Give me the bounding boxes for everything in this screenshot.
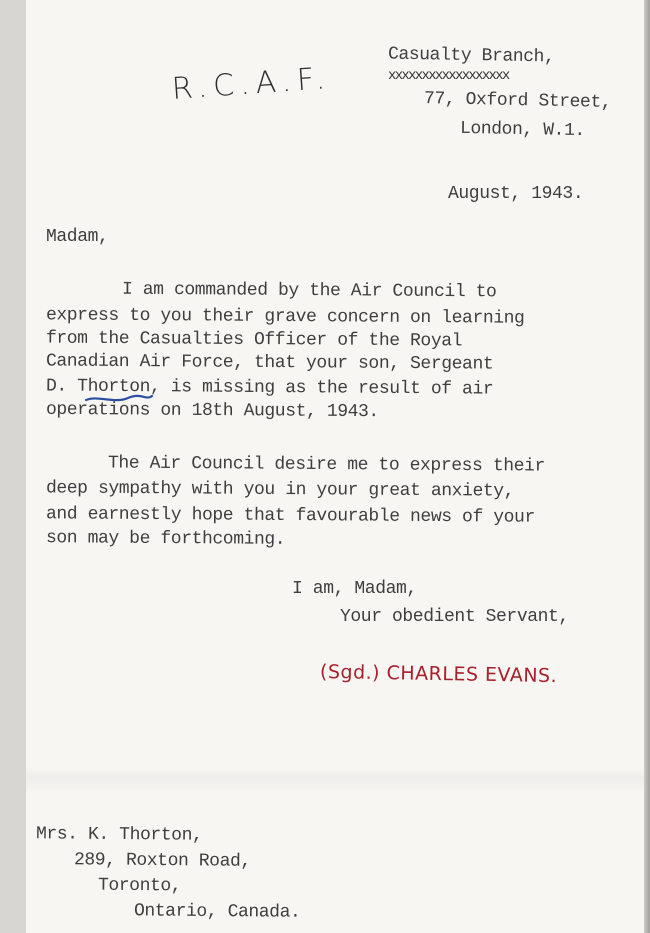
page-edge-shadow [644, 0, 650, 933]
paragraph2-line: son may be forthcoming. [45, 528, 286, 550]
closing-line: I am, Madam, [292, 579, 417, 599]
paragraph1-line: D. Thorton, is missing as the result of air [45, 376, 494, 400]
recipient-province: Ontario, Canada. [133, 901, 301, 923]
paragraph2-line: deep sympathy with you in your great anxiety, [45, 478, 515, 502]
signature: (Sgd.) CHARLES EVANS. [319, 660, 558, 688]
recipient-street: 289, Roxton Road, [73, 850, 251, 872]
paper-fold [26, 768, 650, 790]
paragraph2-line: and earnestly hope that favourable news of your [45, 504, 535, 528]
closing-line: Your obedient Servant, [340, 607, 569, 627]
handwritten-note: R.C.A.F. [170, 60, 333, 107]
paragraph2-line: The Air Council desire me to express their [107, 453, 545, 477]
paragraph1-line: express to you their grave concern on learning [45, 305, 525, 329]
letterhead-struck-out: xxxxxxxxxxxxxxxxxx [388, 68, 509, 84]
letterhead-city: London, W.1. [459, 118, 585, 142]
letterhead-branch: Casualty Branch, [387, 44, 555, 68]
letter-date: August, 1943. [448, 184, 584, 204]
pen-underline-mark [84, 392, 154, 406]
paragraph1-line: I am commanded by the Air Council to [121, 279, 497, 303]
paragraph1-line: Canadian Air Force, that your son, Sergeant [45, 351, 494, 375]
salutation: Madam, [46, 227, 109, 247]
recipient-name: Mrs. K. Thorton, [35, 824, 203, 846]
recipient-city: Toronto, [97, 875, 182, 897]
paragraph1-line: from the Casualties Officer of the Royal [45, 328, 463, 352]
paragraph1-line: operations on 18th August, 1943. [45, 399, 379, 423]
letterhead-street: 77, Oxford Street, [423, 89, 612, 113]
